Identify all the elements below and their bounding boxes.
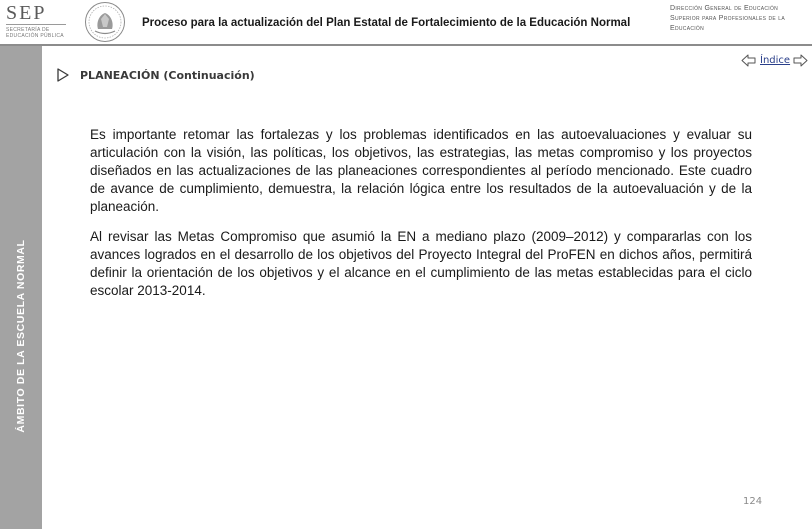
sidebar-label: ÁMBITO DE LA ESCUELA NORMAL [15, 239, 27, 433]
page-navigation [741, 52, 808, 68]
paragraph: Es importante retomar las fortalezas y los problemas identificados en las autoevaluaciones y evaluar su articulación con la visión, las políticas, los objetivos, las estrategias, las metas compromiso y los proyectos diseñados en las actualizaciones de las planeaciones correspondientes al período mencionado. Este cuadro de avance de cumplimiento, demuestra, la relación lógica entre los resultados de la autoevaluación y de la planeación. [90, 127, 752, 214]
mexico-coat-of-arms-icon [84, 1, 126, 43]
agency-name: Dirección General de Educación Superior para Profesionales de la Educación [670, 5, 786, 32]
header-divider [0, 44, 812, 46]
body-text [90, 126, 752, 312]
sep-logo-rule [6, 24, 66, 25]
section-heading [57, 67, 255, 83]
sidebar [0, 46, 42, 529]
paragraph: Al revisar las Metas Compromiso que asumió la EN a mediano plazo (2009–2012) y compararlas con los avances logrados en el desarrollo de los objetivos del Proyecto Integral del ProFEN en dichos años, permitirá definir la orientación de los objetivos y el alcance en el cumplimiento de las metas establecidas para el ciclo escolar 2013-2014. [90, 229, 752, 298]
arrow-left-icon [741, 54, 756, 67]
sep-logo [6, 2, 68, 42]
index-link[interactable]: Índice [760, 54, 791, 66]
sep-logo-subtitle: SECRETARÍA DE EDUCACIÓN PÚBLICA [6, 27, 64, 39]
page-number: 124 [743, 496, 763, 507]
triangle-right-icon [57, 68, 69, 82]
arrow-right-icon [793, 54, 808, 67]
header [0, 0, 812, 44]
next-page-button[interactable] [793, 54, 808, 67]
sep-logo-acronym: SEP [6, 2, 47, 24]
previous-page-button[interactable] [741, 54, 756, 67]
document-title: Proceso para la actualización del Plan Estatal de Fortalecimiento de la Educación Normal [142, 17, 631, 29]
section-title: PLANEACIÓN (Continuación) [80, 68, 255, 82]
